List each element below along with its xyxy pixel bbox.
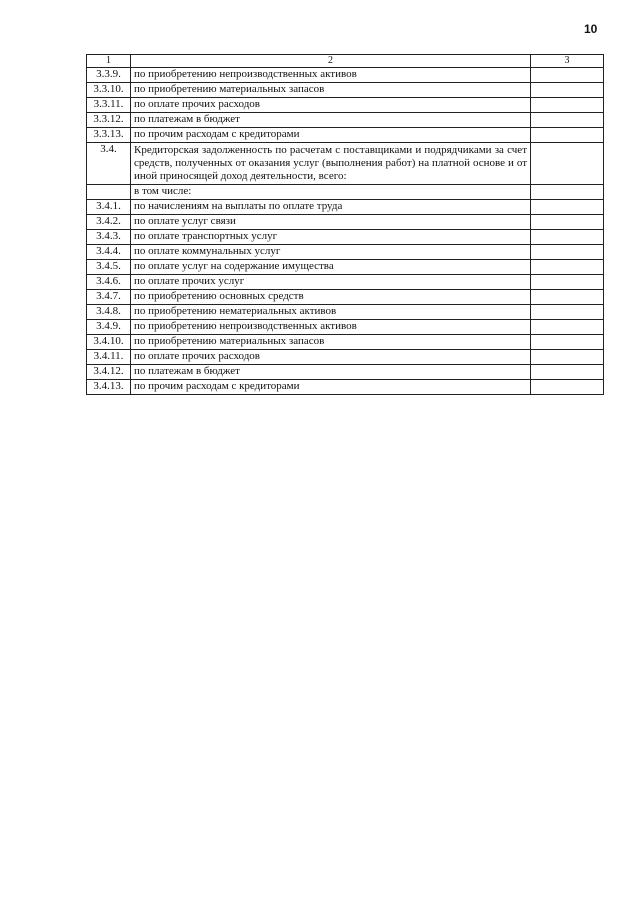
table-row xyxy=(87,245,604,260)
row-number: 3.4.1. xyxy=(87,200,131,215)
row-name: по начислениям на выплаты по оплате труда xyxy=(131,200,531,215)
row-number: 3.4.4. xyxy=(87,245,131,260)
row-name: по оплате услуг связи xyxy=(131,215,531,230)
row-value xyxy=(531,200,604,215)
row-value xyxy=(531,98,604,113)
row-value xyxy=(531,68,604,83)
row-number: 3.4.8. xyxy=(87,305,131,320)
table-row xyxy=(87,83,604,98)
page-number: 10 xyxy=(584,22,598,36)
column-header-name: 2 xyxy=(131,55,531,68)
row-number: 3.4.12. xyxy=(87,365,131,380)
row-number: 3.3.13. xyxy=(87,128,131,143)
table-row xyxy=(87,113,604,128)
row-value xyxy=(531,275,604,290)
row-value xyxy=(531,380,604,395)
row-name: по оплате транспортных услуг xyxy=(131,230,531,245)
table-row xyxy=(87,335,604,350)
table-row xyxy=(87,305,604,320)
table-row xyxy=(87,380,604,395)
row-number xyxy=(87,185,131,200)
row-value xyxy=(531,230,604,245)
row-value xyxy=(531,350,604,365)
table-row-subheading xyxy=(87,185,604,200)
row-name: по приобретению материальных запасов xyxy=(131,335,531,350)
row-name: по приобретению непроизводственных активов xyxy=(131,68,531,83)
table-row xyxy=(87,215,604,230)
row-number: 3.4.2. xyxy=(87,215,131,230)
row-name: по оплате услуг на содержание имущества xyxy=(131,260,531,275)
row-number: 3.4.11. xyxy=(87,350,131,365)
row-name: по оплате прочих услуг xyxy=(131,275,531,290)
row-number: 3.4.5. xyxy=(87,260,131,275)
table-row-section-total xyxy=(87,143,604,185)
row-name: по приобретению основных средств xyxy=(131,290,531,305)
table-row xyxy=(87,68,604,83)
row-name: в том числе: xyxy=(131,185,531,200)
row-name: по платежам в бюджет xyxy=(131,365,531,380)
row-number: 3.4.6. xyxy=(87,275,131,290)
column-header-value: 3 xyxy=(531,55,604,68)
table-row xyxy=(87,290,604,305)
row-name: по приобретению нематериальных активов xyxy=(131,305,531,320)
row-number: 3.4.10. xyxy=(87,335,131,350)
row-name: по оплате прочих расходов xyxy=(131,98,531,113)
row-name: Кредиторская задолженность по расчетам с поставщиками и подрядчиками за счет средств, полученных от оказания услуг (выполнения работ) на платной основе и от иной приносящей доход деятельности, всего: xyxy=(131,143,531,185)
row-name: по приобретению материальных запасов xyxy=(131,83,531,98)
table-row xyxy=(87,320,604,335)
row-name: по платежам в бюджет xyxy=(131,113,531,128)
table-row xyxy=(87,350,604,365)
row-name: по оплате прочих расходов xyxy=(131,350,531,365)
table-row xyxy=(87,230,604,245)
row-number: 3.4. xyxy=(87,143,131,185)
table-row xyxy=(87,98,604,113)
row-number: 3.3.12. xyxy=(87,113,131,128)
row-value xyxy=(531,290,604,305)
table-row xyxy=(87,200,604,215)
row-value xyxy=(531,320,604,335)
row-number: 3.3.10. xyxy=(87,83,131,98)
row-name: по приобретению непроизводственных активов xyxy=(131,320,531,335)
row-number: 3.4.9. xyxy=(87,320,131,335)
row-value xyxy=(531,305,604,320)
row-value xyxy=(531,128,604,143)
column-header-number: 1 xyxy=(87,55,131,68)
table-header-row xyxy=(87,55,604,68)
row-number: 3.4.13. xyxy=(87,380,131,395)
row-value xyxy=(531,143,604,185)
row-value xyxy=(531,365,604,380)
row-value xyxy=(531,83,604,98)
row-value xyxy=(531,113,604,128)
row-value xyxy=(531,185,604,200)
row-number: 3.4.3. xyxy=(87,230,131,245)
row-number: 3.3.11. xyxy=(87,98,131,113)
row-value xyxy=(531,335,604,350)
table-row xyxy=(87,365,604,380)
debt-table xyxy=(86,54,604,395)
row-name: по прочим расходам с кредиторами xyxy=(131,128,531,143)
table-row xyxy=(87,260,604,275)
table-row xyxy=(87,128,604,143)
row-name: по прочим расходам с кредиторами xyxy=(131,380,531,395)
row-number: 3.3.9. xyxy=(87,68,131,83)
row-value xyxy=(531,245,604,260)
row-number: 3.4.7. xyxy=(87,290,131,305)
row-name: по оплате коммунальных услуг xyxy=(131,245,531,260)
row-value xyxy=(531,215,604,230)
table-row xyxy=(87,275,604,290)
row-value xyxy=(531,260,604,275)
